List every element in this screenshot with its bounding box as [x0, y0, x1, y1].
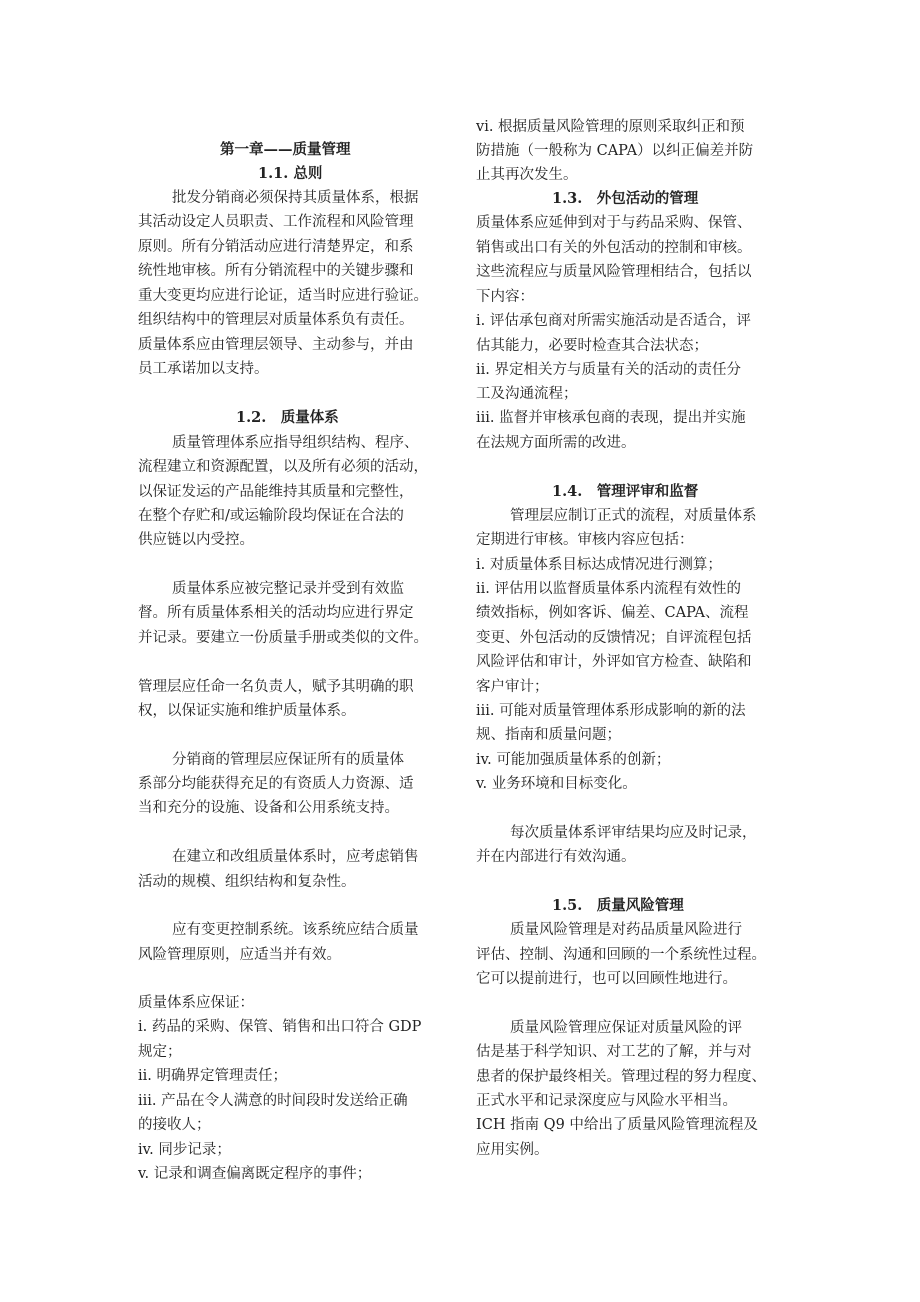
- paragraph-line: 下内容：: [476, 289, 534, 305]
- paragraph-line: 质量体系应由管理层领导、主动参与，并由: [138, 337, 414, 353]
- paragraph-line: 供应链以内受控。: [138, 532, 254, 548]
- section-heading-1-5: 1.5. 质量风险管理: [552, 897, 684, 914]
- paragraph-line: 管理层应制订正式的流程，对质量体系: [510, 508, 757, 524]
- paragraph-line: 管理层应任命一名负责人，赋予其明确的职: [138, 679, 414, 695]
- paragraph-line: 组织结构中的管理层对质量体系负有责任。: [138, 312, 414, 328]
- paragraph-line: 统性地审核。所有分销流程中的关键步骤和: [138, 263, 414, 279]
- list-item: v. 记录和调查偏离既定程序的事件；: [138, 1166, 372, 1182]
- list-item: iv. 同步记录；: [138, 1142, 231, 1158]
- list-item: ii. 界定相关方与质量有关的活动的责任分: [476, 362, 741, 378]
- list-item: 客户审计；: [476, 679, 549, 695]
- section-heading-1-4: 1.4. 管理评审和监督: [552, 483, 699, 500]
- list-item: 的接收人；: [138, 1117, 211, 1133]
- paragraph-line: 风险管理原则，应适当并有效。: [138, 947, 341, 963]
- list-item: i. 评估承包商对所需实施活动是否适合，评: [476, 313, 751, 329]
- paragraph-line: 应用实例。: [476, 1142, 549, 1158]
- list-item: 规、指南和质量问题；: [476, 727, 621, 743]
- paragraph-line: 患者的保护最终相关。管理过程的努力程度、: [476, 1069, 766, 1085]
- list-item: ii. 评估用以监督质量体系内流程有效性的: [476, 581, 741, 597]
- list-item: iii. 监督并审核承包商的表现，提出并实施: [476, 410, 746, 426]
- paragraph-line: 重大变更均应进行论证，适当时应进行验证。: [138, 288, 428, 304]
- list-item: 绩效指标，例如客诉、偏差、CAPA、流程: [476, 605, 749, 621]
- paragraph-line: 原则。所有分销活动应进行清楚界定，和系: [138, 239, 414, 255]
- paragraph-line: 评估、控制、沟通和回顾的一个系统性过程。: [476, 947, 766, 963]
- chapter-title: 第一章——质量管理: [220, 141, 351, 158]
- paragraph-line: 应有变更控制系统。该系统应结合质量: [172, 922, 419, 938]
- paragraph-line: 并记录。要建立一份质量手册或类似的文件。: [138, 630, 428, 646]
- list-item: iii. 可能对质量管理体系形成影响的新的法: [476, 703, 746, 719]
- paragraph-line: 在建立和改组质量体系时，应考虑销售: [172, 849, 419, 865]
- paragraph-line: 员工承诺加以支持。: [138, 361, 269, 377]
- paragraph-line: ICH 指南 Q9 中给出了质量风险管理流程及: [476, 1117, 758, 1133]
- list-item: i. 对质量体系目标达成情况进行测算；: [476, 557, 722, 573]
- section-heading-1-3: 1.3. 外包活动的管理: [552, 190, 699, 207]
- list-item: i. 药品的采购、保管、销售和出口符合 GDP: [138, 1019, 422, 1035]
- paragraph-line: 流程建立和资源配置，以及所有必须的活动，: [138, 459, 428, 475]
- list-item: 工及沟通流程；: [476, 386, 578, 402]
- list-item: 估其能力，必要时检查其合法状态；: [476, 338, 708, 354]
- list-item: v. 业务环境和目标变化。: [476, 776, 637, 792]
- list-item: vi. 根据质量风险管理的原则采取纠正和预: [476, 119, 745, 135]
- paragraph-line: 每次质量体系评审结果均应及时记录，: [510, 825, 757, 841]
- paragraph-line: 权，以保证实施和维护质量体系。: [138, 703, 356, 719]
- list-intro: 质量体系应保证：: [138, 995, 254, 1011]
- paragraph-line: 质量管理体系应指导组织结构、程序、: [172, 435, 419, 451]
- paragraph-line: 在整个存贮和/或运输阶段均保证在合法的: [138, 508, 404, 524]
- list-item: 在法规方面所需的改进。: [476, 435, 636, 451]
- list-item: 防措施（一般称为 CAPA）以纠正偏差并防: [476, 143, 754, 159]
- paragraph-line: 批发分销商必须保持其质量体系，根据: [172, 190, 419, 206]
- paragraph-line: 它可以提前进行，也可以回顾性地进行。: [476, 971, 737, 987]
- paragraph-line: 活动的规模、组织结构和复杂性。: [138, 874, 356, 890]
- paragraph-line: 督。所有质量体系相关的活动均应进行界定: [138, 605, 414, 621]
- section-heading-1-2: 1.2. 质量体系: [236, 409, 339, 426]
- paragraph-line: 质量风险管理是对药品质量风险进行: [510, 922, 742, 938]
- paragraph-line: 质量体系应延伸到对于与药品采购、保管、: [476, 215, 752, 231]
- paragraph-line: 并在内部进行有效沟通。: [476, 849, 636, 865]
- list-item: 止其再次发生。: [476, 167, 578, 183]
- paragraph-line: 正式水平和记录深度应与风险水平相当。: [476, 1093, 737, 1109]
- list-item: iv. 可能加强质量体系的创新；: [476, 752, 671, 768]
- paragraph-line: 质量体系应被完整记录并受到有效监: [172, 581, 404, 597]
- paragraph-line: 系部分均能获得充足的有资质人力资源、适: [138, 776, 414, 792]
- paragraph-line: 当和充分的设施、设备和公用系统支持。: [138, 800, 399, 816]
- list-item: 风险评估和审计，外评如官方检查、缺陷和: [476, 654, 752, 670]
- section-heading-1-1: 1.1. 总则: [258, 165, 323, 182]
- paragraph-line: 定期进行审核。审核内容应包括：: [476, 532, 694, 548]
- list-item: 变更、外包活动的反馈情况；自评流程包括: [476, 630, 752, 646]
- paragraph-line: 分销商的管理层应保证所有的质量体: [172, 752, 404, 768]
- list-item: iii. 产品在令人满意的时间段时发送给正确: [138, 1093, 408, 1109]
- paragraph-line: 这些流程应与质量风险管理相结合，包括以: [476, 264, 752, 280]
- list-item: 规定；: [138, 1044, 182, 1060]
- paragraph-line: 以保证发运的产品能维持其质量和完整性，: [138, 484, 414, 500]
- list-item: ii. 明确界定管理责任；: [138, 1068, 287, 1084]
- paragraph-line: 其活动设定人员职责、工作流程和风险管理: [138, 214, 414, 230]
- paragraph-line: 质量风险管理应保证对质量风险的评: [510, 1020, 742, 1036]
- paragraph-line: 估是基于科学知识、对工艺的了解，并与对: [476, 1044, 752, 1060]
- paragraph-line: 销售或出口有关的外包活动的控制和审核。: [476, 240, 752, 256]
